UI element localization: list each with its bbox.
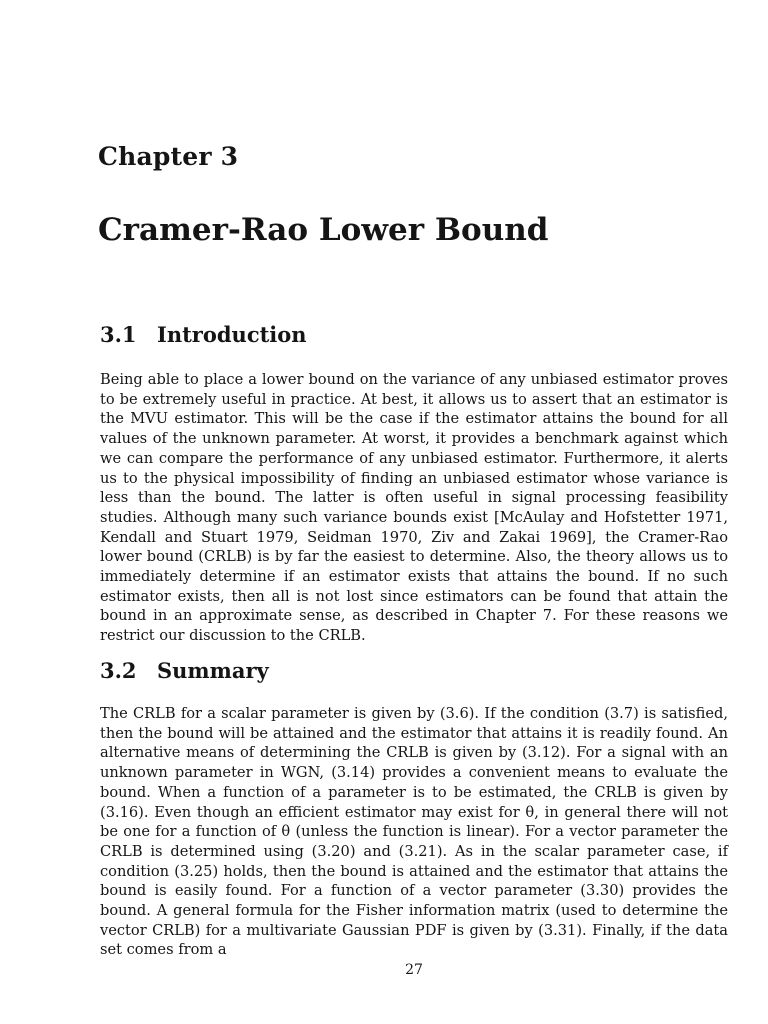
page-number: 27 [405, 962, 423, 978]
section-number: 3.2 [100, 658, 137, 683]
summary-paragraph: The CRLB for a scalar parameter is given by (3.6). If the condition (3.7) is satisfied, then the bound will be attained and the estimator that attains it is readily found. An alternative means of determining the CRLB is given by (3.12). For a signal with an unknown parameter in WGN, (3.14) provides a convenient means to evaluate the bound. When a function of a parameter is to be estimated, the CRLB is given by (3.16). Even though an efficient estimator may exist for θ, in general there will not be one for a function of θ (unless the function is linear). For a vector parameter the CRLB is determined using (3.20) and (3.21). As in the scalar parameter case, if condition (3.25) holds, then the bound is attained and the estimator that attains the bound is easily found. For a function of a vector parameter (3.30) provides the bound. A general formula for the Fisher information matrix (used to determine the vector CRLB) for a multivariate Gaussian PDF is given by (3.31). Finally, if the data set comes from a [100, 705, 728, 959]
section-number: 3.1 [100, 322, 137, 347]
section-title: Introduction [157, 322, 307, 347]
introduction-paragraph: Being able to place a lower bound on the variance of any unbiased estimator proves to be extremely useful in practice. At best, it allows us to assert that an estimator is the MVU estimator. This will be the case if the estimator attains the bound for all values of the unknown parameter. At worst, it provides a benchmark against which we can compare the performance of any unbiased estimator. Furthermore, it alerts us to the physical impossibility of finding an unbiased estimator whose variance is less than the bound. The latter is often useful in signal processing feasibility studies. Although many such variance bounds exist [McAulay and Hofstetter 1971, Kendall and Stuart 1979, Seidman 1970, Ziv and Zakai 1969], the Cramer-Rao lower bound (CRLB) is by far the easiest to determine. Also, the theory allows us to immediately determine if an estimator exists that attains the bound. If no such estimator exists, then all is not lost since estimators can be found that attain the bound in an approximate sense, as described in Chapter 7. For these reasons we restrict our discussion to the CRLB. [100, 371, 728, 645]
chapter-label: Chapter 3 [98, 142, 239, 171]
section-title: Summary [157, 658, 269, 683]
section-heading-summary [100, 658, 269, 683]
section-heading-introduction [100, 322, 307, 347]
chapter-title: Cramer-Rao Lower Bound [98, 212, 549, 248]
